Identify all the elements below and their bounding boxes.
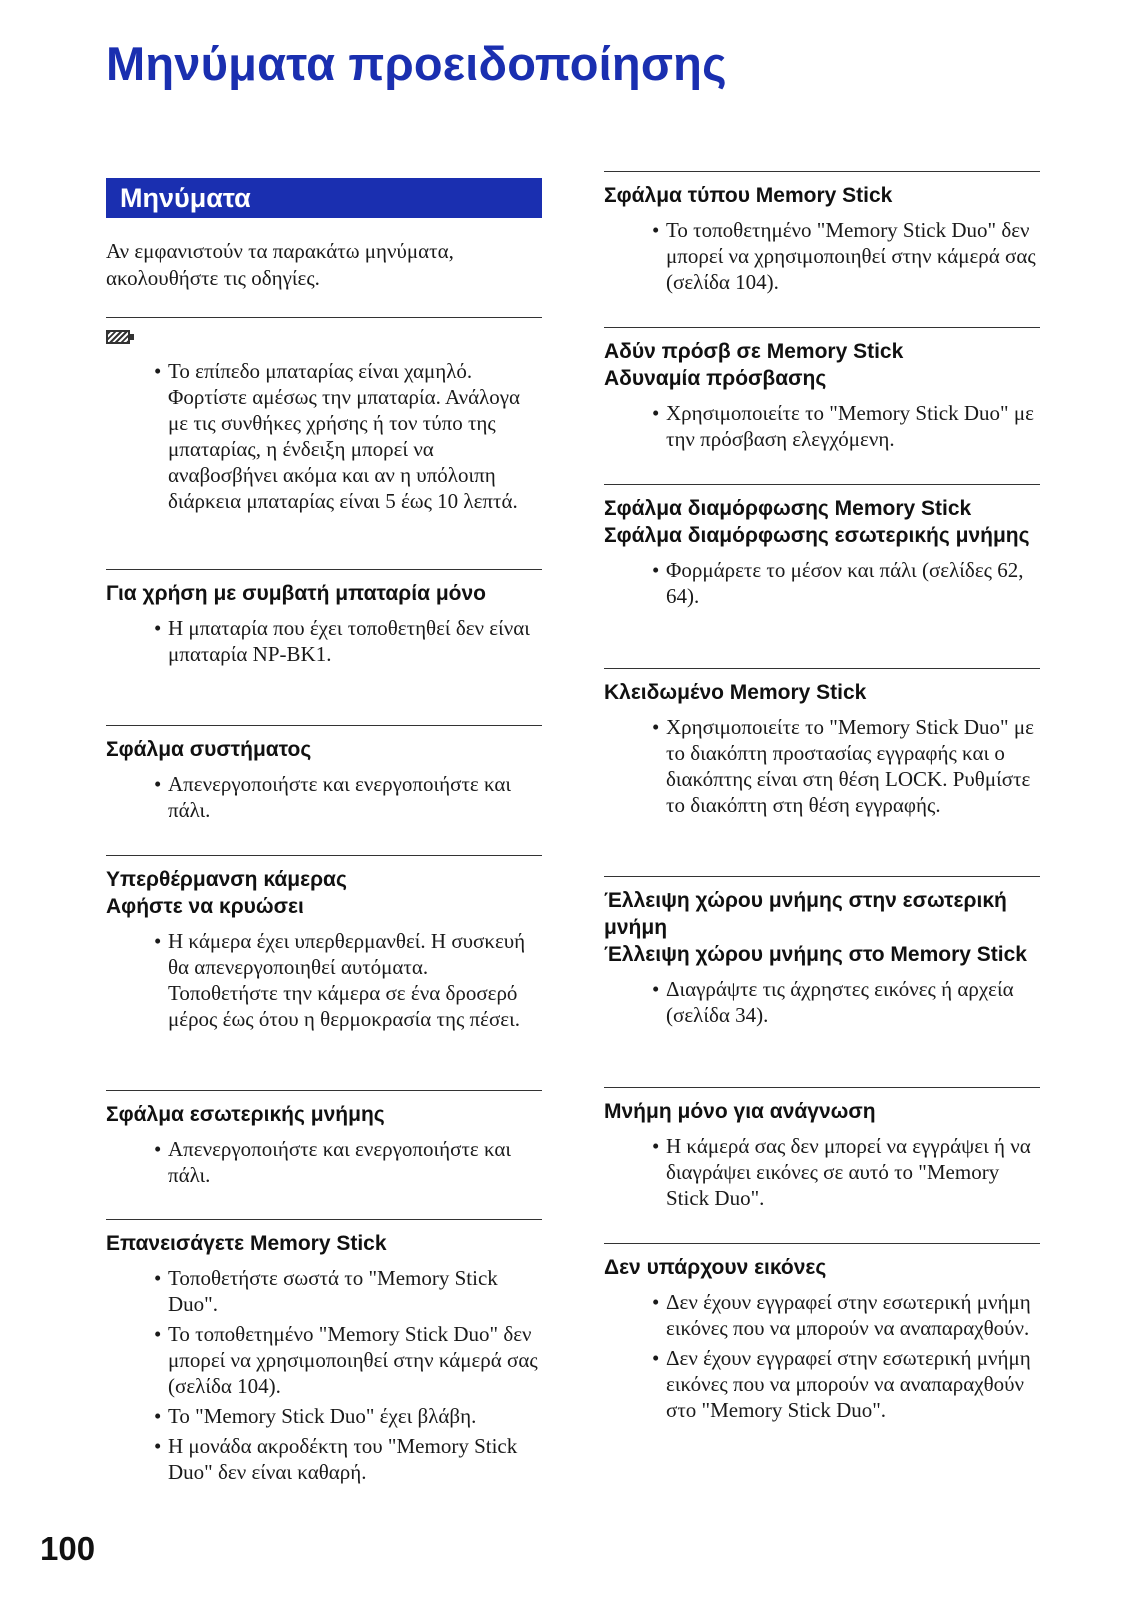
message-heading: Κλειδωμένο Memory Stick	[604, 681, 867, 704]
list-item: • Διαγράψτε τις άχρηστες εικόνες ή αρχεία (σελίδα 34).	[604, 976, 1040, 1028]
overheat-block	[106, 855, 542, 1036]
heading-line: Υπερθέρμανση κάμερας	[106, 868, 347, 891]
heading-line: Αδύν πρόσβ σε Memory Stick	[604, 340, 904, 363]
page-title: Μηνύματα προειδοποίησης	[106, 37, 727, 90]
system-error-block	[106, 725, 542, 827]
read-only-block	[604, 1087, 1040, 1215]
heading-line: Αφήστε να κρυώσει	[106, 895, 304, 918]
no-images-block	[604, 1243, 1040, 1427]
message-heading: Επανεισάγετε Memory Stick	[106, 1232, 387, 1255]
intro-text: Αν εμφανιστούν τα παρακάτω μηνύματα, ακολουθήστε τις οδηγίες.	[106, 239, 454, 290]
list-item: • Η μπαταρία που έχει τοποθετηθεί δεν είναι μπαταρία NP-BK1.	[106, 615, 542, 667]
message-heading: Σφάλμα συστήματος	[106, 738, 312, 761]
list-item: • Χρησιμοποιείτε το "Memory Stick Duo" με το διακόπτη προστασίας εγγραφής και ο διακόπτης είναι στη θέση LOCK. Ρυθμίστε το διακόπτη στη θέση εγγραφής.	[604, 714, 1040, 818]
heading-line: Έλλειψη χώρου μνήμης στο Memory Stick	[604, 943, 1027, 966]
list-item: • Η μονάδα ακροδέκτη του "Memory Stick Duo" δεν είναι καθαρή.	[106, 1433, 542, 1485]
access-block	[604, 327, 1040, 456]
message-heading: Για χρήση με συμβατή μπαταρία μόνο	[106, 582, 487, 605]
message-heading: Σφάλμα εσωτερικής μνήμης	[106, 1103, 385, 1126]
list-item: • Απενεργοποιήστε και ενεργοποιήστε και πάλι.	[106, 1136, 542, 1188]
message-heading: Μνήμη μόνο για ανάγνωση	[604, 1100, 876, 1123]
list-item: • Φορμάρετε το μέσον και πάλι (σελίδες 62, 64).	[604, 557, 1040, 609]
message-heading	[106, 856, 542, 920]
list-item: • Απενεργοποιήστε και ενεργοποιήστε και πάλι.	[106, 771, 542, 823]
list-item: • Το τοποθετημένο "Memory Stick Duo" δεν μπορεί να χρησιμοποιηθεί στην κάμερά σας (σελίδα 104).	[106, 1321, 542, 1399]
format-error-block	[604, 484, 1040, 613]
list-item: • Τοποθετήστε σωστά το "Memory Stick Duo".	[106, 1265, 542, 1317]
list-item: • Δεν έχουν εγγραφεί στην εσωτερική μνήμη εικόνες που να μπορούν να αναπαραχθούν στο "Memory Stick Duo".	[604, 1345, 1040, 1423]
heading-line: Αδυναμία πρόσβασης	[604, 367, 827, 390]
list-item: • Η κάμερα έχει υπερθερμανθεί. Η συσκευή θα απενεργοποιηθεί αυτόματα. Τοποθετήστε την κάμερα σε ένα δροσερό μέρος έως ότου η θερμοκρασία της πέσει.	[106, 928, 542, 1032]
section-header: Μηνύματα	[106, 178, 542, 218]
no-space-block	[604, 876, 1040, 1032]
heading-line: Σφάλμα διαμόρφωσης εσωτερικής μνήμης	[604, 524, 1030, 547]
type-error-block	[604, 171, 1040, 299]
battery-low-icon	[106, 330, 134, 344]
list-item: • Το "Memory Stick Duo" έχει βλάβη.	[106, 1403, 542, 1429]
list-item: • Η κάμερά σας δεν μπορεί να εγγράψει ή να διαγράψει εικόνες σε αυτό το "Memory Stick Duo".	[604, 1133, 1040, 1211]
message-heading	[604, 485, 1040, 549]
locked-block	[604, 668, 1040, 822]
list-item: • Χρησιμοποιείτε το "Memory Stick Duo" με την πρόσβαση ελεγχόμενη.	[604, 400, 1040, 452]
message-heading: Σφάλμα τύπου Memory Stick	[604, 184, 893, 207]
message-heading	[604, 877, 1040, 968]
list-item: • Δεν έχουν εγγραφεί στην εσωτερική μνήμη εικόνες που να μπορούν να αναπαραχθούν.	[604, 1289, 1040, 1341]
reinsert-block	[106, 1219, 542, 1489]
message-heading: Δεν υπάρχουν εικόνες	[604, 1256, 827, 1279]
internal-memory-error-block	[106, 1090, 542, 1192]
heading-line: Έλλειψη χώρου μνήμης στην εσωτερική μνήμη	[604, 889, 1007, 939]
message-heading	[604, 328, 1040, 392]
list-item: • Το επίπεδο μπαταρίας είναι χαμηλό. Φορτίστε αμέσως την μπαταρία. Ανάλογα με τις συνθήκες χρήσης ή τον τύπο της μπαταρίας, η ένδειξη μπορεί να αναβοσβήνει ακόμα και αν η υπόλοιπη διάρκεια μπαταρίας είναι 5 έως 10 λεπτά.	[106, 358, 542, 514]
list-item: • Το τοποθετημένο "Memory Stick Duo" δεν μπορεί να χρησιμοποιηθεί στην κάμερά σας (σελίδα 104).	[604, 217, 1040, 295]
compatible-battery-block	[106, 569, 542, 671]
heading-line: Σφάλμα διαμόρφωσης Memory Stick	[604, 497, 972, 520]
battery-low-block	[106, 317, 542, 518]
page-number: 100	[40, 1530, 96, 1567]
